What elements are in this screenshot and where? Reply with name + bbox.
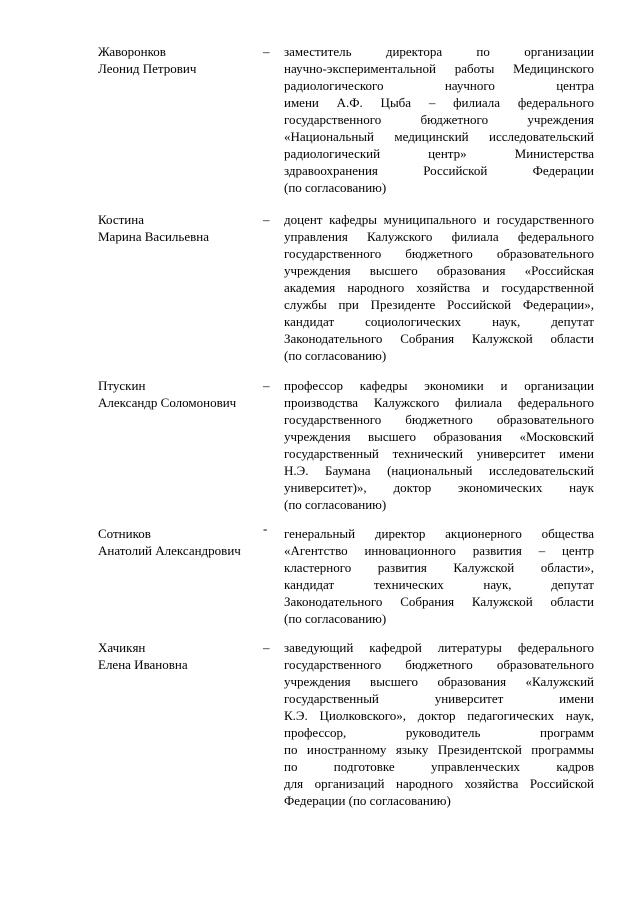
member-description [284,525,594,627]
description-line: «Агентство инновационного развития – центр [284,543,594,558]
description-line: Федерации (по согласованию) [284,793,451,808]
member-name [98,43,258,77]
description-line: государственного бюджетного учреждения [284,112,594,127]
description-line: доцент кафедры муниципального и государственного [284,212,594,227]
member-surname: Хачикян [98,640,146,655]
description-line: университет)», доктор экономических наук [284,480,594,495]
description-line: государственного бюджетного образовательного [284,657,594,672]
dash-separator: - [263,521,268,536]
description-line: по подготовке управленческих кадров [284,759,594,774]
description-line: (по согласованию) [284,348,387,363]
member-name [98,377,258,411]
member-description [284,639,594,809]
member-given-names: Леонид Петрович [98,61,197,76]
description-line: службы при Президенте Российской Федерации», [284,297,594,312]
description-line: здравоохранения Российской Федерации [284,163,594,178]
member-description [284,211,594,364]
description-line: кластерного развития Калужской области», [284,560,594,575]
description-line: (по согласованию) [284,611,387,626]
member-surname: Костина [98,212,144,227]
description-line: государственного бюджетного образовательного [284,412,594,427]
member-name [98,211,258,245]
member-surname: Жаворонков [98,44,166,59]
description-line: кандидат социологических наук, депутат [284,314,594,329]
dash-separator: – [263,44,270,59]
description-line: радиологический центр» Министерства [284,146,594,161]
description-line: заместитель директора по организации [284,44,594,59]
dash-separator: – [263,212,270,227]
member-description [284,377,594,513]
description-line: для организаций народного хозяйства Российской [284,776,594,791]
description-line: (по согласованию) [284,180,387,195]
member-given-names: Анатолий Александрович [98,543,241,558]
description-line: государственный технический университет имени [284,446,594,461]
description-line: профессор, руководитель программ [284,725,594,740]
member-name [98,639,258,673]
member-given-names: Александр Соломонович [98,395,237,410]
description-line: кандидат технических наук, депутат [284,577,594,592]
description-line: государственный университет имени [284,691,594,706]
description-line: учреждения высшего образования «Калужский [284,674,594,689]
member-name [98,525,258,559]
description-line: учреждения высшего образования «Московский [284,429,594,444]
member-surname: Сотников [98,526,151,541]
description-line: управления Калужского филиала федерального [284,229,594,244]
description-line: по иностранному языку Президентской программы [284,742,594,757]
description-line: «Национальный медицинский исследовательский [284,129,594,144]
member-given-names: Марина Васильевна [98,229,209,244]
description-line: государственного бюджетного образовательного [284,246,594,261]
description-line: Законодательного Собрания Калужской области [284,594,594,609]
description-line: заведующий кафедрой литературы федерального [284,640,594,655]
member-description [284,43,594,196]
description-line: Законодательного Собрания Калужской области [284,331,594,346]
dash-separator: – [263,640,270,655]
member-surname: Птускин [98,378,146,393]
description-line: производства Калужского филиала федерального [284,395,594,410]
description-line: радиологического научного центра [284,78,594,93]
dash-separator: – [263,378,270,393]
description-line: академия народного хозяйства и государственной [284,280,594,295]
description-line: имени А.Ф. Цыба – филиала федерального [284,95,594,110]
description-line: учреждения высшего образования «Российская [284,263,594,278]
description-line: (по согласованию) [284,497,387,512]
member-given-names: Елена Ивановна [98,657,188,672]
description-line: научно-экспериментальной работы Медицинского [284,61,594,76]
description-line: генеральный директор акционерного общества [284,526,594,541]
description-line: профессор кафедры экономики и организации [284,378,594,393]
description-line: К.Э. Циолковского», доктор педагогических наук, [284,708,594,723]
description-line: Н.Э. Баумана (национальный исследовательский [284,463,594,478]
